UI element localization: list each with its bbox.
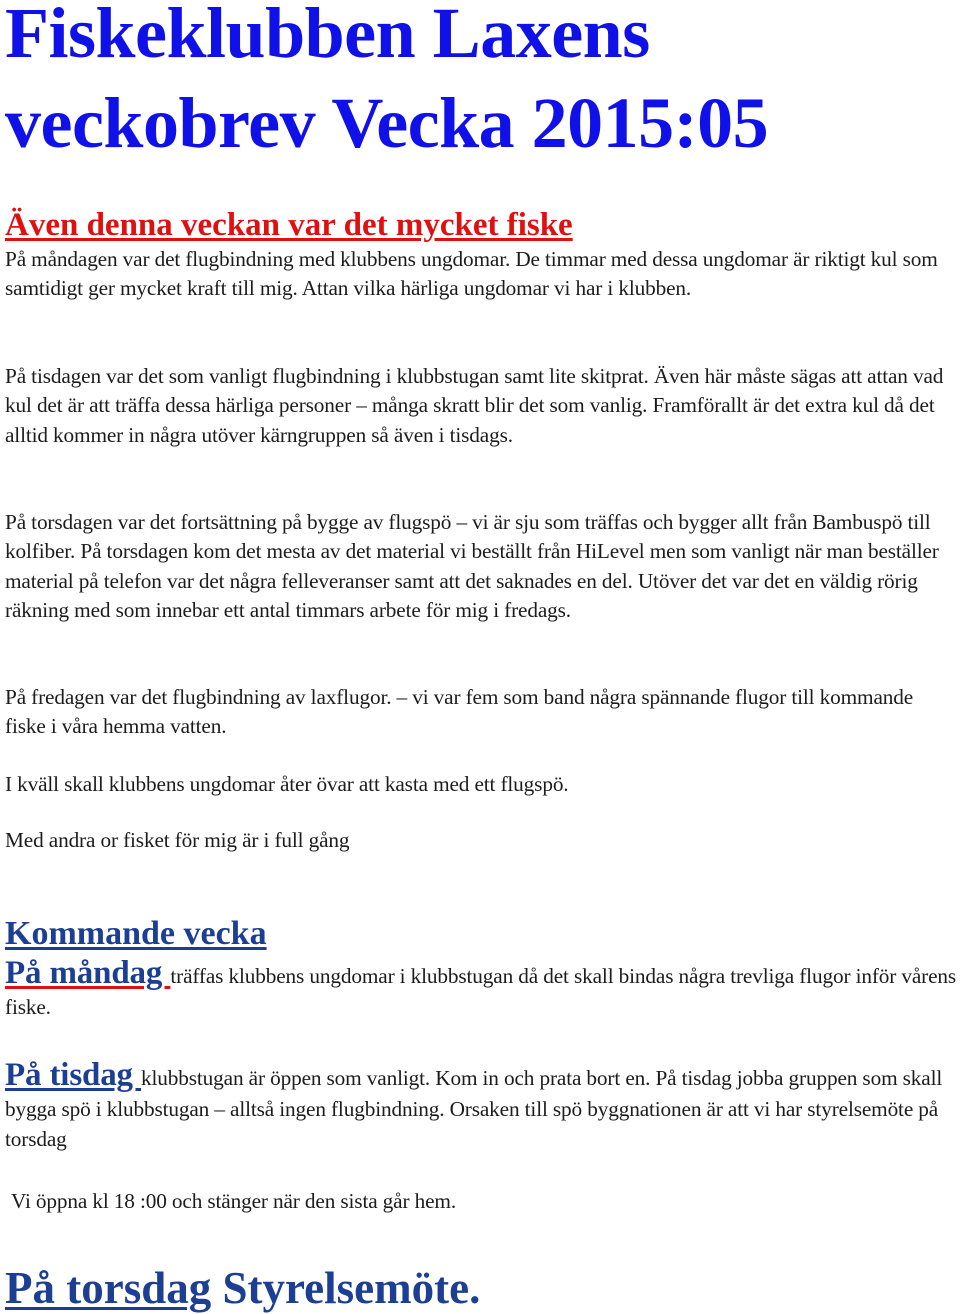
thursday-lead: På torsdag [5,1263,212,1313]
paragraph-friday: På fredagen var det flugbindning av laxflugor. – vi var fem som band några spännande flugor till kommande fiske i våra hemma vatten. [5,685,914,739]
paragraph-status: Med andra or fisket för mig är i full gång [5,828,350,852]
tuesday-lead: På tisdag [5,1057,142,1093]
page-title: Fiskeklubben Laxens veckobrev Vecka 2015:05 [5,0,769,163]
section-heading-thursday [5,1262,480,1314]
paragraph-opening-hours: Vi öppna kl 18 :00 och stänger när den sista går hem. [11,1189,456,1213]
tuesday-text: klubbstugan är öppen som vanligt. Kom in och prata bort en. På tisdag jobba gruppen som skall bygga spö i klubbstugan – alltså ingen flugbindning. Orsaken till spö byggnationen är att vi har styrelsemöte på torsdag [5,1066,943,1151]
paragraph-monday: På måndagen var det flugbindning med klubbens ungdomar. De timmar med dessa ungdomar är riktigt kul som samtidigt ger mycket kraft till mig. Attan vilka härliga ungdomar vi har i klubben. [5,247,938,301]
paragraph-next-tuesday [5,1057,957,1155]
paragraph-thursday: På torsdagen var det fortsättning på bygge av flugspö – vi är sju som träffas och bygger allt från Bambuspö till kolfiber. På torsdagen kom det mesta av det material vi beställt från HiLevel men som vanligt när man beställer material på telefon var det några felleveranser samt att det saknades en del. Utöver det var det en väldig rörig räkning med som innebar ett antal timmars arbete för mig i fredags. [5,510,939,622]
section-heading-kommande: Kommande vecka [5,915,267,952]
paragraph-tuesday: På tisdagen var det som vanligt flugbindning i klubbstugan samt lite skitprat. Även här måste sägas att attan vad kul det är att träffa dessa härliga personer – många skratt blir det som vanlig. Framförallt är det extra kul då det alltid kommer in några utöver kärngruppen så även i tisdags. [5,364,944,447]
section-heading-fiske: Även denna veckan var det mycket fiske [5,207,573,243]
monday-text: träffas klubbens ungdomar i klubbstugan då det skall bindas några trevliga flugor inför vårens fiske. [5,964,957,1019]
paragraph-tonight: I kväll skall klubbens ungdomar åter övar att kasta med ett flugspö. [5,772,569,796]
paragraph-next-monday [5,955,957,1023]
monday-lead: På måndag [5,955,171,991]
thursday-text: Styrelsemöte. [211,1263,481,1313]
